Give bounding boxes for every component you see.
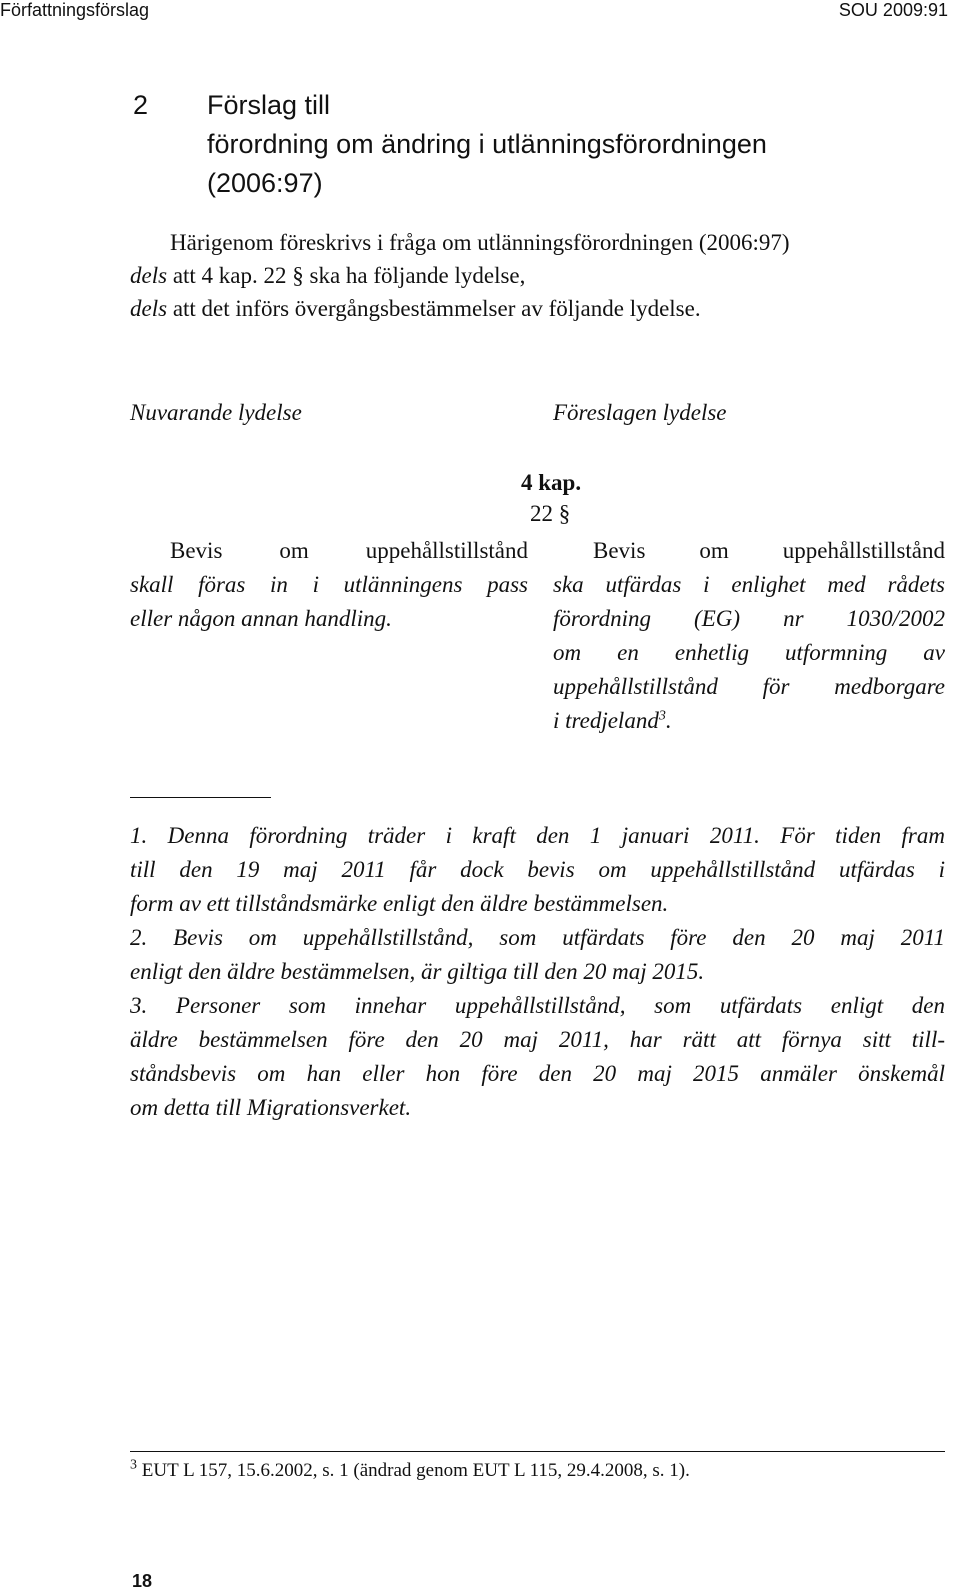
paragraph-heading: 22 § — [530, 501, 571, 526]
transitional-line-5: enligt den äldre bestämmelsen, är giltiga till den 20 maj 2015. — [130, 959, 705, 984]
chapter-heading: 4 kap. — [521, 470, 582, 495]
proposed-line-2: ska utfärdas i enlighet med rådets — [553, 572, 945, 597]
transitional-line-4: 2. Bevis om uppehållstillstånd, som utfärdats före den 20 maj 2011 — [130, 925, 945, 950]
section-title-line-2: förordning om ändring i utlänningsförordningen — [207, 129, 767, 159]
proposed-line-3: förordning (EG) nr 1030/2002 — [553, 606, 945, 631]
transitional-line-7: äldre bestämmelsen före den 20 maj 2011, har rätt att förnya sitt till- — [130, 1027, 945, 1052]
transitional-line-8: ståndsbevis om han eller hon före den 20 maj 2015 anmäler önskemål — [130, 1061, 945, 1086]
proposed-line-5: uppehållstillstånd för medborgare — [553, 674, 945, 699]
section-title-line-1: Förslag till — [207, 90, 331, 120]
footnote-marker: 3 — [130, 1457, 137, 1473]
transitional-divider — [130, 797, 271, 798]
current-line-2: skall föras in i utlänningens pass — [130, 572, 528, 597]
footnote-divider — [130, 1451, 945, 1452]
transitional-line-6: 3. Personer som innehar uppehållstillstånd, som utfärdats enligt den — [130, 993, 945, 1018]
running-header-right: SOU 2009:91 — [838, 0, 948, 20]
current-wording-heading: Nuvarande lydelse — [130, 400, 302, 425]
intro-line-2 — [130, 259, 525, 292]
proposed-line-6-end: . — [665, 708, 672, 733]
current-wording-text — [130, 534, 528, 636]
intro-line-3 — [130, 292, 701, 325]
transitional-line-2: till den 19 maj 2011 får dock bevis om uppehållstillstånd utfärdas i — [130, 857, 945, 882]
proposed-line-1: Bevis om uppehållstillstånd — [593, 538, 945, 563]
footnote-text: EUT L 157, 15.6.2002, s. 1 (ändrad genom EUT L 115, 29.4.2008, s. 1). — [137, 1460, 690, 1481]
intro-dels-1: dels — [130, 263, 168, 288]
proposed-line-6-text: i tredjeland — [553, 708, 659, 733]
transitional-line-1: 1. Denna förordning träder i kraft den 1 januari 2011. För tiden fram — [130, 823, 945, 848]
transitional-provisions — [130, 819, 945, 1125]
proposed-wording-text — [553, 534, 945, 738]
section-title-line-3: (2006:97) — [207, 168, 323, 198]
footnote-reference: 3 — [658, 708, 666, 724]
intro-line-2-text: att 4 kap. 22 § ska ha följande lydelse, — [167, 263, 526, 288]
proposed-wording-heading: Föreslagen lydelse — [553, 400, 727, 425]
current-line-1: Bevis om uppehållstillstånd — [170, 538, 528, 563]
page-number: 18 — [132, 1571, 153, 1591]
footnote — [130, 1457, 690, 1482]
transitional-line-9: om detta till Migrationsverket. — [130, 1095, 412, 1120]
running-header-left: Författningsförslag — [0, 0, 150, 20]
proposed-line-6 — [553, 704, 945, 738]
current-line-3: eller någon annan handling. — [130, 606, 392, 631]
intro-dels-2: dels — [130, 296, 168, 321]
section-number: 2 — [133, 90, 149, 120]
transitional-line-3: form av ett tillståndsmärke enligt den äldre bestämmelsen. — [130, 891, 669, 916]
intro-line-1: Härigenom föreskrivs i fråga om utlänningsförordningen (2006:97) — [170, 230, 790, 255]
proposed-line-4: om en enhetlig utformning av — [553, 640, 945, 665]
intro-line-3-text: att det införs övergångsbestämmelser av följande lydelse. — [167, 296, 701, 321]
